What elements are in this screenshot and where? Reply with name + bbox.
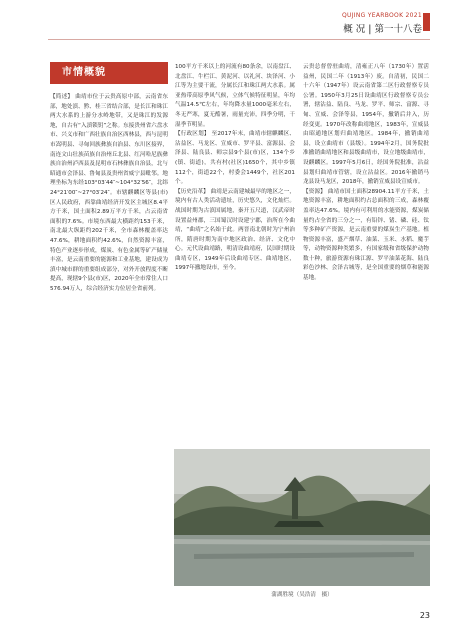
header-divider bbox=[48, 39, 430, 40]
column-2-text: 100平方千米以上的河流有80条余，以南盘江、北盘江、牛栏江、黄泥河、以礼河、块泽河、小江等为主要干流，分属长江和珠江两大水系。属亚热带高原季风气候，立体气候特征明显，年均气温14.5℃左右，年均降水量1000毫米左右，冬无严寒，夏无酷暑，雨量充沛，四季分明，干湿季节明显。 【行政区划】 至2017年末，曲靖市辖麒麟区、沾益区、马龙区、宣威市、罗平县、富源县、会泽县、陆良县、师宗县9个县(市)区，134个乡(镇、街道)，共有村(社区)1650个，其中乡镇112个，街道22个，村委会1449个，社区201个。 【历史沿革】 曲靖是云南建城最早的地区之一，境内有古人类活动遗址，历史悠久，文化灿烂。战国时期为古滇国属地，秦开五尺道，汉武帝时设置益州郡，三国蜀汉时设建宁郡，治所在今曲靖，“曲靖”之名始于此。两晋南北朝时为宁州治所，隋唐时期为南中地区政治、经济、文化中心。元代设曲靖路，明清设曲靖府，民国时期设曲靖专区，1949年后设曲靖专区、曲靖地区，1997年撤地设市，至今。 bbox=[175, 64, 295, 272]
column-1-text: 【简述】 曲靖市位于云贵高原中部，云南省东部，地处滇、黔、桂三省结合部，是长江和珠江两大水系的上游分水岭地带，又是珠江的发源地，自古有“入滇锁钥”之称。东接贵州省六盘水市、兴义市和广西壮族自治区西林县，西与昆明市嵩明县、寻甸回族彝族自治县、东川区接界，南连文山壮族苗族自治州丘北县、红河哈尼族彝族自治州泸西县及昆明市石林彝族自治县，北与昭通市会泽县、鲁甸县及贵州省威宁县毗邻。地理坐标为东经103°03′44″~104°32′56″，北纬24°21′00″~27°03′24″。市辖麒麟区等县(市)区人民政府，西靠曲靖经济开发区主城区8.4平方千米，国土面积2.89万平方千米，占云南省面积的7.6%。市境东西最大横距约153千米，南北最大纵距约202千米，全市森林覆盖率达47.6%，耕地面积约42.6%，自然资源丰富，特色产业逐步形成，煤炭、有色金属等矿产储量丰富，是云南重要的能源和工业基地，建设成为滇中城市群的重要组成部分，对外开放程度不断提高，现辖9个县(市)区，2020年全市常住人口576.94万人，综合经济实力位居全省前列。 bbox=[50, 94, 168, 292]
article-title-banner bbox=[50, 62, 168, 84]
text-column-2 bbox=[175, 63, 295, 274]
article-title: 市情概貌 bbox=[62, 67, 106, 78]
photo-caption: 蒲湖胜境（吴浩清 摄） bbox=[271, 592, 333, 598]
yearbook-title-en: QUJING YEARBOOK 2021 bbox=[342, 12, 422, 19]
text-column-3 bbox=[303, 63, 429, 284]
text-column-1 bbox=[50, 93, 168, 294]
page-number: 23 bbox=[419, 611, 430, 620]
column-3-text: 云贵总督曾驻曲靖，清雍正八年（1730年）置霑益州，民国二年（1913年）废。自清初，民国二十六年（1947年）设云南省第二区行政督察专员公署。1950年3月25日设曲靖区行政督察专员公署，辖沾益、陆良、马龙、罗平、师宗、富源、寻甸、宣威、会泽等县，1954年，撤销后并入，历经变更。1970年改称曲靖地区，1983年，宣威县由昭通地区划归曲靖地区。1984年，撤销曲靖县，设立曲靖市（县级）。1994年2月，国务院批准撤销曲靖地区和县级曲靖市，设立地级曲靖市，设麒麟区。1997年5月6日，经国务院批准，沾益县划归曲靖市管辖，设立沾益区。2016年撤销马龙县设马龙区，2018年，撤销宣威县设宣威市。 【资源】 曲靖市国土面积28904.11平方千米，土地资源丰富，耕地面积约占总面积的三成，森林覆盖率达47.6%。境内有可利用的水能资源，煤炭储量约占全省的三分之一，有铅锌、锗、磷、硅、钛等多种矿产资源，是云南重要的煤炭生产基地。植物资源丰富，盛产烟草、油菜、玉米、水稻、魔芋等，动物资源种类繁多，有国家级和省级保护动物数十种，旅游资源有珠江源、罗平油菜花海、陆良彩色沙林、会泽古城等，是全国重要的烟草和能源基地。 bbox=[303, 64, 429, 282]
section-header: 概 况 | 第一十八卷 bbox=[343, 24, 422, 35]
landscape-photo bbox=[174, 449, 430, 586]
header-accent-tab bbox=[423, 13, 430, 31]
photo-illustration bbox=[174, 449, 430, 586]
